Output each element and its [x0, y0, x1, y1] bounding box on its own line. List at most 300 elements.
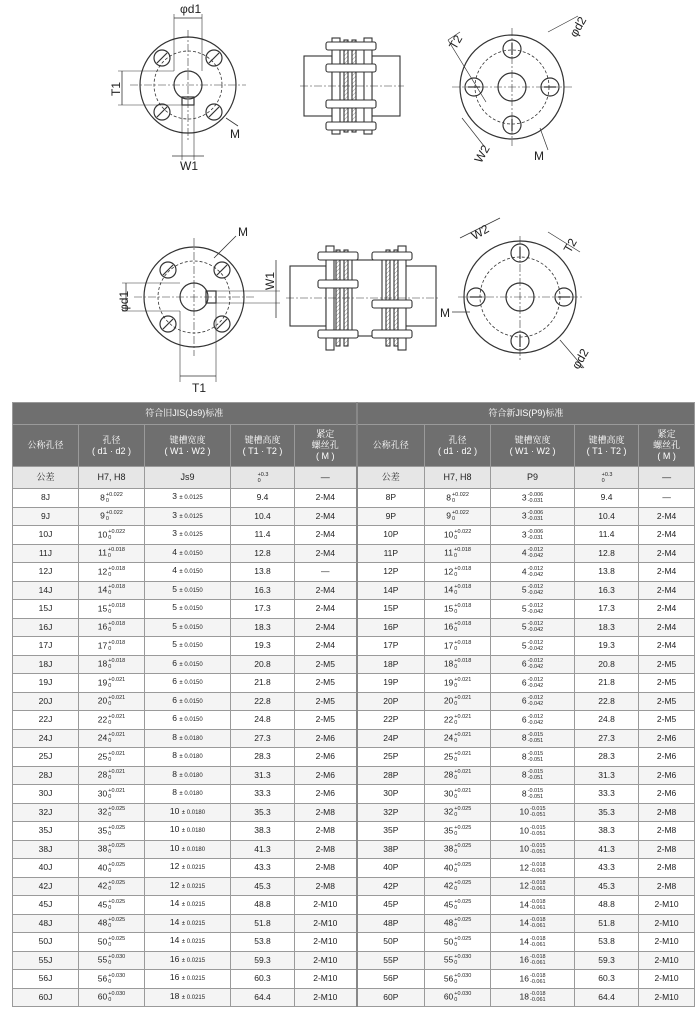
table-row [13, 692, 695, 711]
table-row [13, 822, 695, 841]
key-height-old: 64.4 [231, 988, 295, 1007]
screw-old: 2-M4 [295, 526, 357, 545]
label-d2-bottom: φd2 [568, 346, 592, 372]
key-height-old: 19.3 [231, 637, 295, 656]
label-d1-top: φd1 [180, 2, 202, 16]
bore-new: 15+0.018 0 [425, 600, 491, 619]
key-height-old: 41.3 [231, 840, 295, 859]
size-old: 15J [13, 600, 79, 619]
bore-old: 55+0.030 0 [79, 951, 145, 970]
key-height-old: 48.8 [231, 896, 295, 915]
label-w1-top: W1 [180, 159, 198, 173]
size-new: 38P [357, 840, 425, 859]
key-height-old: 13.8 [231, 563, 295, 582]
key-width-old: 12 ± 0.0215 [145, 877, 231, 896]
key-height-old: 33.3 [231, 785, 295, 804]
key-height-new: 43.3 [575, 859, 639, 878]
screw-new: 2-M6 [639, 729, 695, 748]
key-width-new: 16-0.018 -0.061 [491, 970, 575, 989]
bore-old: 17+0.018 0 [79, 637, 145, 656]
size-old: 25J [13, 748, 79, 767]
size-new: 60P [357, 988, 425, 1007]
size-new: 22P [357, 711, 425, 730]
bore-old: 28+0.021 0 [79, 766, 145, 785]
screw-old: 2-M8 [295, 822, 357, 841]
label-w2-bottom: W2 [468, 221, 492, 243]
size-old: 30J [13, 785, 79, 804]
screw-new: 2-M10 [639, 933, 695, 952]
bore-new: 25+0.021 0 [425, 748, 491, 767]
label-t2-top: T2 [446, 32, 466, 52]
tolerance-label-new: 公差 [357, 467, 425, 489]
key-width-new: 4-0.012 -0.042 [491, 563, 575, 582]
bore-new: 19+0.021 0 [425, 674, 491, 693]
screw-old: 2-M5 [295, 711, 357, 730]
bore-old: 10+0.022 0 [79, 526, 145, 545]
key-width-old: 3 ± 0.0125 [145, 526, 231, 545]
table-row [13, 840, 695, 859]
key-width-new: 3-0.006 -0.031 [491, 489, 575, 508]
key-height-new: 59.3 [575, 951, 639, 970]
key-height-old: 20.8 [231, 655, 295, 674]
bore-new: 24+0.021 0 [425, 729, 491, 748]
size-new: 18P [357, 655, 425, 674]
old-standard-title: 符合旧JIS(Js9)标准 [13, 403, 357, 425]
bore-old: 15+0.018 0 [79, 600, 145, 619]
bore-new: 40+0.025 0 [425, 859, 491, 878]
size-new: 24P [357, 729, 425, 748]
tolerance-screw-new: — [639, 467, 695, 489]
key-width-old: 10 ± 0.0180 [145, 803, 231, 822]
bore-old: 32+0.025 0 [79, 803, 145, 822]
new-standard-title: 符合新JIS(P9)标准 [357, 403, 695, 425]
col-size-new: 公称孔径 [357, 425, 425, 467]
table-row [13, 637, 695, 656]
key-height-new: 27.3 [575, 729, 639, 748]
size-new: 25P [357, 748, 425, 767]
screw-new: 2-M8 [639, 859, 695, 878]
tolerance-label-old: 公差 [13, 467, 79, 489]
bore-old: 48+0.025 0 [79, 914, 145, 933]
size-new: 15P [357, 600, 425, 619]
tolerance-screw-old: — [295, 467, 357, 489]
key-height-old: 43.3 [231, 859, 295, 878]
bore-new: 12+0.018 0 [425, 563, 491, 582]
col-screw-old: 紧定 螺丝孔 ( M ) [295, 425, 357, 467]
size-old: 35J [13, 822, 79, 841]
screw-old: 2-M8 [295, 859, 357, 878]
col-key-width-old: 键槽宽度 ( W1 · W2 ) [145, 425, 231, 467]
key-height-new: 22.8 [575, 692, 639, 711]
size-old: 16J [13, 618, 79, 637]
key-height-new: 19.3 [575, 637, 639, 656]
size-old: 10J [13, 526, 79, 545]
size-old: 19J [13, 674, 79, 693]
bore-old: 16+0.018 0 [79, 618, 145, 637]
size-old: 38J [13, 840, 79, 859]
size-old: 14J [13, 581, 79, 600]
bore-old: 19+0.021 0 [79, 674, 145, 693]
key-width-new: 14-0.018 -0.061 [491, 896, 575, 915]
screw-old: 2-M4 [295, 544, 357, 563]
key-width-new: 10-0.015 -0.051 [491, 840, 575, 859]
table-row [13, 581, 695, 600]
key-width-old: 5 ± 0.0150 [145, 581, 231, 600]
size-old: 18J [13, 655, 79, 674]
screw-new: 2-M10 [639, 970, 695, 989]
bore-new: 28+0.021 0 [425, 766, 491, 785]
key-height-new: 60.3 [575, 970, 639, 989]
table-row [13, 563, 695, 582]
bore-new: 56+0.030 0 [425, 970, 491, 989]
key-width-old: 14 ± 0.0215 [145, 914, 231, 933]
screw-old: 2-M6 [295, 748, 357, 767]
label-t1-top: T1 [109, 81, 123, 96]
bore-new: 48+0.025 0 [425, 914, 491, 933]
label-w1-bottom: W1 [263, 272, 277, 290]
size-new: 9P [357, 507, 425, 526]
screw-old: 2-M5 [295, 692, 357, 711]
key-width-new: 8-0.015 -0.051 [491, 766, 575, 785]
size-new: 56P [357, 970, 425, 989]
size-old: 60J [13, 988, 79, 1007]
screw-old: 2-M6 [295, 785, 357, 804]
screw-old: 2-M4 [295, 637, 357, 656]
bore-old: 8+0.022 0 [79, 489, 145, 508]
size-old: 55J [13, 951, 79, 970]
key-height-new: 13.8 [575, 563, 639, 582]
bore-new: 9+0.022 0 [425, 507, 491, 526]
col-screw-new: 紧定 螺丝孔 ( M ) [639, 425, 695, 467]
key-height-old: 35.3 [231, 803, 295, 822]
screw-new: 2-M8 [639, 822, 695, 841]
label-m-bottom-left: M [238, 225, 248, 239]
table-row [13, 988, 695, 1007]
col-key-width-new: 键槽宽度 ( W1 · W2 ) [491, 425, 575, 467]
key-width-old: 16 ± 0.0215 [145, 951, 231, 970]
key-width-new: 5-0.012 -0.042 [491, 581, 575, 600]
key-height-new: 64.4 [575, 988, 639, 1007]
table-row [13, 766, 695, 785]
key-width-new: 6-0.012 -0.042 [491, 655, 575, 674]
screw-new: 2-M4 [639, 544, 695, 563]
size-old: 9J [13, 507, 79, 526]
key-width-old: 4 ± 0.0150 [145, 563, 231, 582]
screw-new: 2-M5 [639, 692, 695, 711]
size-old: 45J [13, 896, 79, 915]
size-new: 17P [357, 637, 425, 656]
key-width-old: 5 ± 0.0150 [145, 637, 231, 656]
key-width-old: 8 ± 0.0180 [145, 729, 231, 748]
screw-old: 2-M6 [295, 766, 357, 785]
side-view-single [300, 38, 404, 134]
key-height-new: 28.3 [575, 748, 639, 767]
screw-old: 2-M4 [295, 489, 357, 508]
table-row [13, 970, 695, 989]
key-width-new: 10-0.015 -0.051 [491, 803, 575, 822]
screw-old: 2-M8 [295, 840, 357, 859]
size-old: 32J [13, 803, 79, 822]
bore-old: 56+0.030 0 [79, 970, 145, 989]
table-row [13, 655, 695, 674]
bore-new: 18+0.018 0 [425, 655, 491, 674]
screw-new: 2-M10 [639, 896, 695, 915]
key-width-new: 3-0.006 -0.031 [491, 526, 575, 545]
col-key-height-new: 键槽高度 ( T1 · T2 ) [575, 425, 639, 467]
key-height-new: 20.8 [575, 655, 639, 674]
column-header-row [13, 425, 695, 467]
size-old: 22J [13, 711, 79, 730]
key-height-old: 12.8 [231, 544, 295, 563]
key-height-new: 24.8 [575, 711, 639, 730]
size-old: 24J [13, 729, 79, 748]
front-view-double-key [122, 236, 280, 382]
size-old: 28J [13, 766, 79, 785]
table-row [13, 877, 695, 896]
key-height-new: 45.3 [575, 877, 639, 896]
screw-new: 2-M4 [639, 526, 695, 545]
key-width-old: 4 ± 0.0150 [145, 544, 231, 563]
screw-new: 2-M10 [639, 914, 695, 933]
table-row [13, 748, 695, 767]
size-new: 32P [357, 803, 425, 822]
size-new: 8P [357, 489, 425, 508]
screw-new: 2-M10 [639, 988, 695, 1007]
key-width-new: 16-0.018 -0.061 [491, 951, 575, 970]
bore-new: 45+0.025 0 [425, 896, 491, 915]
screw-new: 2-M4 [639, 600, 695, 619]
screw-old: 2-M10 [295, 914, 357, 933]
screw-new: 2-M8 [639, 877, 695, 896]
key-height-new: 11.4 [575, 526, 639, 545]
size-new: 42P [357, 877, 425, 896]
key-height-old: 16.3 [231, 581, 295, 600]
screw-old: 2-M8 [295, 803, 357, 822]
screw-old: 2-M4 [295, 618, 357, 637]
screw-new: — [639, 489, 695, 508]
size-new: 14P [357, 581, 425, 600]
bore-old: 18+0.018 0 [79, 655, 145, 674]
tolerance-bore-new: H7, H8 [425, 467, 491, 489]
key-height-new: 41.3 [575, 840, 639, 859]
size-new: 48P [357, 914, 425, 933]
key-width-old: 6 ± 0.0150 [145, 711, 231, 730]
screw-old: 2-M8 [295, 877, 357, 896]
bore-new: 50+0.025 0 [425, 933, 491, 952]
key-height-new: 9.4 [575, 489, 639, 508]
key-width-new: 3-0.006 -0.031 [491, 507, 575, 526]
screw-new: 2-M6 [639, 748, 695, 767]
key-width-old: 16 ± 0.0215 [145, 970, 231, 989]
col-key-height-old: 键槽高度 ( T1 · T2 ) [231, 425, 295, 467]
screw-old: 2-M5 [295, 674, 357, 693]
table-row [13, 951, 695, 970]
key-height-new: 33.3 [575, 785, 639, 804]
key-width-old: 18 ± 0.0215 [145, 988, 231, 1007]
tolerance-bore-old: H7, H8 [79, 467, 145, 489]
table-row [13, 933, 695, 952]
key-height-old: 27.3 [231, 729, 295, 748]
bore-old: 30+0.021 0 [79, 785, 145, 804]
tolerance-key-old: Js9 [145, 467, 231, 489]
dimension-spec-table [12, 402, 695, 1007]
size-old: 42J [13, 877, 79, 896]
key-height-old: 21.8 [231, 674, 295, 693]
size-new: 30P [357, 785, 425, 804]
key-height-old: 11.4 [231, 526, 295, 545]
technical-drawings [0, 0, 700, 400]
size-new: 12P [357, 563, 425, 582]
bore-old: 50+0.025 0 [79, 933, 145, 952]
bore-new: 55+0.030 0 [425, 951, 491, 970]
table-row [13, 785, 695, 804]
bore-old: 9+0.022 0 [79, 507, 145, 526]
key-height-old: 53.8 [231, 933, 295, 952]
key-width-new: 18-0.018 -0.061 [491, 988, 575, 1007]
size-new: 19P [357, 674, 425, 693]
key-width-old: 6 ± 0.0150 [145, 655, 231, 674]
key-width-new: 14-0.018 -0.061 [491, 933, 575, 952]
size-old: 8J [13, 489, 79, 508]
bore-old: 38+0.025 0 [79, 840, 145, 859]
screw-new: 2-M5 [639, 711, 695, 730]
screw-new: 2-M8 [639, 840, 695, 859]
front-view-single-key [118, 14, 246, 160]
screw-new: 2-M10 [639, 951, 695, 970]
coupling-drawings-svg [0, 0, 700, 400]
size-new: 16P [357, 618, 425, 637]
size-old: 11J [13, 544, 79, 563]
bore-new: 32+0.025 0 [425, 803, 491, 822]
bore-old: 42+0.025 0 [79, 877, 145, 896]
screw-old: 2-M10 [295, 896, 357, 915]
key-height-new: 18.3 [575, 618, 639, 637]
key-height-new: 51.8 [575, 914, 639, 933]
key-height-new: 10.4 [575, 507, 639, 526]
size-old: 48J [13, 914, 79, 933]
bore-old: 45+0.025 0 [79, 896, 145, 915]
key-width-old: 8 ± 0.0180 [145, 766, 231, 785]
screw-new: 2-M4 [639, 563, 695, 582]
screw-new: 2-M4 [639, 637, 695, 656]
bore-new: 8+0.022 0 [425, 489, 491, 508]
screw-old: 2-M6 [295, 729, 357, 748]
table-row [13, 859, 695, 878]
label-t1-bottom: T1 [192, 381, 207, 395]
key-width-old: 5 ± 0.0150 [145, 600, 231, 619]
key-width-old: 6 ± 0.0150 [145, 674, 231, 693]
screw-new: 2-M6 [639, 785, 695, 804]
label-m-top-right: M [534, 149, 544, 163]
key-width-new: 12-0.018 -0.061 [491, 877, 575, 896]
bore-new: 17+0.018 0 [425, 637, 491, 656]
screw-old: — [295, 563, 357, 582]
size-old: 20J [13, 692, 79, 711]
bore-new: 11+0.018 0 [425, 544, 491, 563]
key-height-new: 21.8 [575, 674, 639, 693]
bore-new: 16+0.018 0 [425, 618, 491, 637]
key-height-old: 45.3 [231, 877, 295, 896]
table-row [13, 729, 695, 748]
key-height-old: 38.3 [231, 822, 295, 841]
screw-new: 2-M4 [639, 618, 695, 637]
table-row [13, 674, 695, 693]
tolerance-height-old: +0.3 0 [231, 467, 295, 489]
bore-new: 20+0.021 0 [425, 692, 491, 711]
key-height-old: 22.8 [231, 692, 295, 711]
size-new: 20P [357, 692, 425, 711]
tolerance-row [13, 467, 695, 489]
key-height-new: 17.3 [575, 600, 639, 619]
size-old: 12J [13, 563, 79, 582]
standard-header-row [13, 403, 695, 425]
key-width-old: 10 ± 0.0180 [145, 822, 231, 841]
size-new: 11P [357, 544, 425, 563]
bore-old: 40+0.025 0 [79, 859, 145, 878]
key-width-old: 5 ± 0.0150 [145, 618, 231, 637]
screw-new: 2-M4 [639, 581, 695, 600]
label-t2-bottom: T2 [560, 236, 580, 256]
bore-old: 24+0.021 0 [79, 729, 145, 748]
key-height-old: 9.4 [231, 489, 295, 508]
key-width-old: 12 ± 0.0215 [145, 859, 231, 878]
table-row [13, 711, 695, 730]
key-height-old: 10.4 [231, 507, 295, 526]
screw-new: 2-M4 [639, 507, 695, 526]
bore-old: 14+0.018 0 [79, 581, 145, 600]
screw-old: 2-M10 [295, 988, 357, 1007]
size-new: 40P [357, 859, 425, 878]
bore-old: 11+0.018 0 [79, 544, 145, 563]
bore-new: 22+0.021 0 [425, 711, 491, 730]
key-height-old: 51.8 [231, 914, 295, 933]
bore-old: 25+0.021 0 [79, 748, 145, 767]
bore-new: 14+0.018 0 [425, 581, 491, 600]
size-new: 55P [357, 951, 425, 970]
key-width-new: 6-0.012 -0.042 [491, 711, 575, 730]
rear-view-single-key [448, 16, 578, 150]
table-row [13, 803, 695, 822]
bore-old: 60+0.030 0 [79, 988, 145, 1007]
key-width-new: 8-0.015 -0.051 [491, 748, 575, 767]
key-height-new: 53.8 [575, 933, 639, 952]
screw-old: 2-M5 [295, 655, 357, 674]
col-bore-old: 孔径 ( d1 · d2 ) [79, 425, 145, 467]
table-row [13, 526, 695, 545]
key-height-new: 48.8 [575, 896, 639, 915]
screw-new: 2-M8 [639, 803, 695, 822]
key-height-old: 59.3 [231, 951, 295, 970]
key-height-new: 31.3 [575, 766, 639, 785]
key-height-old: 28.3 [231, 748, 295, 767]
key-width-old: 14 ± 0.0215 [145, 896, 231, 915]
key-width-new: 8-0.015 -0.051 [491, 785, 575, 804]
screw-old: 2-M4 [295, 581, 357, 600]
bore-new: 38+0.025 0 [425, 840, 491, 859]
size-old: 40J [13, 859, 79, 878]
bore-new: 30+0.021 0 [425, 785, 491, 804]
table-row [13, 489, 695, 508]
table-row [13, 896, 695, 915]
bore-new: 60+0.030 0 [425, 988, 491, 1007]
bore-new: 42+0.025 0 [425, 877, 491, 896]
size-old: 17J [13, 637, 79, 656]
size-new: 35P [357, 822, 425, 841]
key-width-new: 6-0.012 -0.042 [491, 674, 575, 693]
screw-new: 2-M6 [639, 766, 695, 785]
label-d2-top: φd2 [566, 14, 590, 40]
size-old: 50J [13, 933, 79, 952]
